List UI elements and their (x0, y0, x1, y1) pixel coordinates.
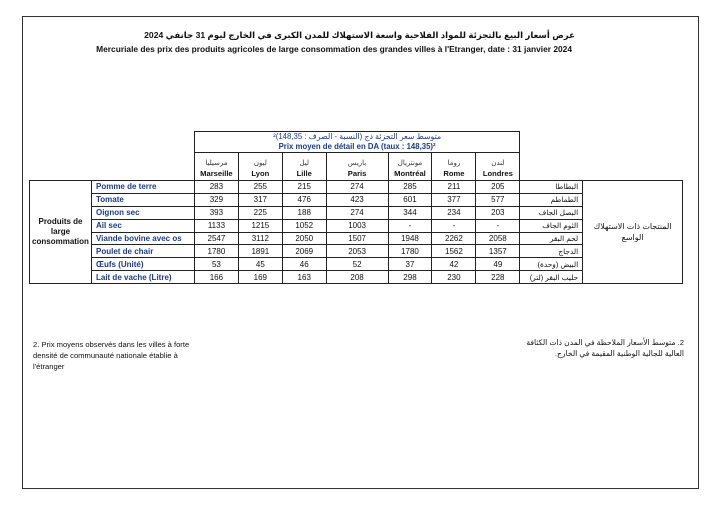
price-cell: 188 (282, 206, 326, 219)
price-cell: 42 (432, 258, 476, 271)
price-cell: 37 (388, 258, 432, 271)
price-cell: 1891 (238, 245, 282, 258)
title-french: Mercuriale des prix des produits agricoles de large consommation des grandes villes à l'Etranger, date : 31 janvier 2024 (96, 44, 572, 54)
product-name: Viande bovine avec os (91, 232, 194, 245)
price-cell: 476 (282, 193, 326, 206)
price-cell: 49 (476, 258, 520, 271)
header-row-1 (30, 132, 683, 153)
price-cell: 317 (238, 193, 282, 206)
price-cell: 274 (326, 181, 388, 194)
product-name-arabic: الثوم الجاف (520, 219, 583, 232)
price-cell: 2058 (476, 232, 520, 245)
product-name: Pomme de terre (91, 181, 194, 194)
product-name: Lait de vache (Litre) (91, 271, 194, 284)
price-cell: 234 (432, 206, 476, 219)
product-name: Tomate (91, 193, 194, 206)
price-cell: 215 (282, 181, 326, 194)
price-cell: 225 (238, 206, 282, 219)
price-cell: 393 (194, 206, 238, 219)
price-cell: 423 (326, 193, 388, 206)
price-cell: 1562 (432, 245, 476, 258)
price-cell: 1780 (194, 245, 238, 258)
price-cell: 163 (282, 271, 326, 284)
price-cell: 283 (194, 181, 238, 194)
table-header: متوسط سعر التجزئة دج (النسبة - الصرف : 148,35)² Prix moyen de détail en DA (taux : 148,35)² (194, 132, 519, 153)
price-cell: 2050 (282, 232, 326, 245)
price-cell: 285 (388, 181, 432, 194)
city-header: باريس Paris (326, 153, 388, 181)
price-cell: 1507 (326, 232, 388, 245)
footnote-french: 2. Prix moyens observés dans les villes à forte densité de communauté nationale établie à l'étranger (33, 340, 190, 371)
city-header: ليل Lille (282, 153, 326, 181)
price-cell: 45 (238, 258, 282, 271)
city-header: ليون Lyon (238, 153, 282, 181)
product-name-arabic: البصل الجاف (520, 206, 583, 219)
city-header: مونتريال Montréal (388, 153, 432, 181)
price-cell: 228 (476, 271, 520, 284)
price-cell: 205 (476, 181, 520, 194)
product-name-arabic: لحم البقر (520, 232, 583, 245)
city-header: مرسيليا Marseille (194, 153, 238, 181)
title-arabic: عرض أسعار البيع بالتجزئة للمواد الفلاحية واسعة الاستهلاك للمدن الكبرى في الخارج ليوم 31 جانفي 2024 (144, 30, 575, 40)
price-cell: 169 (238, 271, 282, 284)
price-cell: 1780 (388, 245, 432, 258)
city-header: لندن Londres (476, 153, 520, 181)
price-cell: 255 (238, 181, 282, 194)
product-name: Poulet de chair (91, 245, 194, 258)
price-cell: - (432, 219, 476, 232)
price-cell: 377 (432, 193, 476, 206)
price-cell: 46 (282, 258, 326, 271)
price-cell: 1357 (476, 245, 520, 258)
price-cell: 1215 (238, 219, 282, 232)
group-label-arabic: المنتجات ذات الاستهلاك الواسع (583, 181, 683, 284)
price-cell: 208 (326, 271, 388, 284)
price-cell: 1948 (388, 232, 432, 245)
price-cell: 203 (476, 206, 520, 219)
price-cell: 577 (476, 193, 520, 206)
table-row (30, 181, 683, 194)
price-cell: 230 (432, 271, 476, 284)
price-cell: 601 (388, 193, 432, 206)
price-cell: 344 (388, 206, 432, 219)
footnote-arabic: 2. متوسط الأسعار الملاحظة في المدن ذات الكثافة العالية للجالية الوطنية المقيمة في الخارج. (526, 338, 684, 358)
group-label-french: Produits de large consommation (30, 181, 92, 284)
city-header: روما Rome (432, 153, 476, 181)
price-cell: 274 (326, 206, 388, 219)
header-row-cities (30, 153, 683, 181)
product-name: Ail sec (91, 219, 194, 232)
price-cell: 3112 (238, 232, 282, 245)
product-name-arabic: حليب البقر (لتر) (520, 271, 583, 284)
price-cell: 53 (194, 258, 238, 271)
price-cell: 1003 (326, 219, 388, 232)
price-cell: 1052 (282, 219, 326, 232)
product-name-arabic: البطاطا (520, 181, 583, 194)
price-cell: 329 (194, 193, 238, 206)
product-name-arabic: البيض (وحدة) (520, 258, 583, 271)
product-name: Oignon sec (91, 206, 194, 219)
price-cell: 211 (432, 181, 476, 194)
product-name: Œufs (Unité) (91, 258, 194, 271)
price-cell: 2262 (432, 232, 476, 245)
price-cell: - (388, 219, 432, 232)
price-cell: 166 (194, 271, 238, 284)
price-cell: 298 (388, 271, 432, 284)
price-cell: 1133 (194, 219, 238, 232)
price-cell: 2053 (326, 245, 388, 258)
price-cell: - (476, 219, 520, 232)
product-name-arabic: الطماطم (520, 193, 583, 206)
price-cell: 52 (326, 258, 388, 271)
price-cell: 2069 (282, 245, 326, 258)
price-table (29, 131, 683, 284)
product-name-arabic: الدجاج (520, 245, 583, 258)
price-cell: 2547 (194, 232, 238, 245)
